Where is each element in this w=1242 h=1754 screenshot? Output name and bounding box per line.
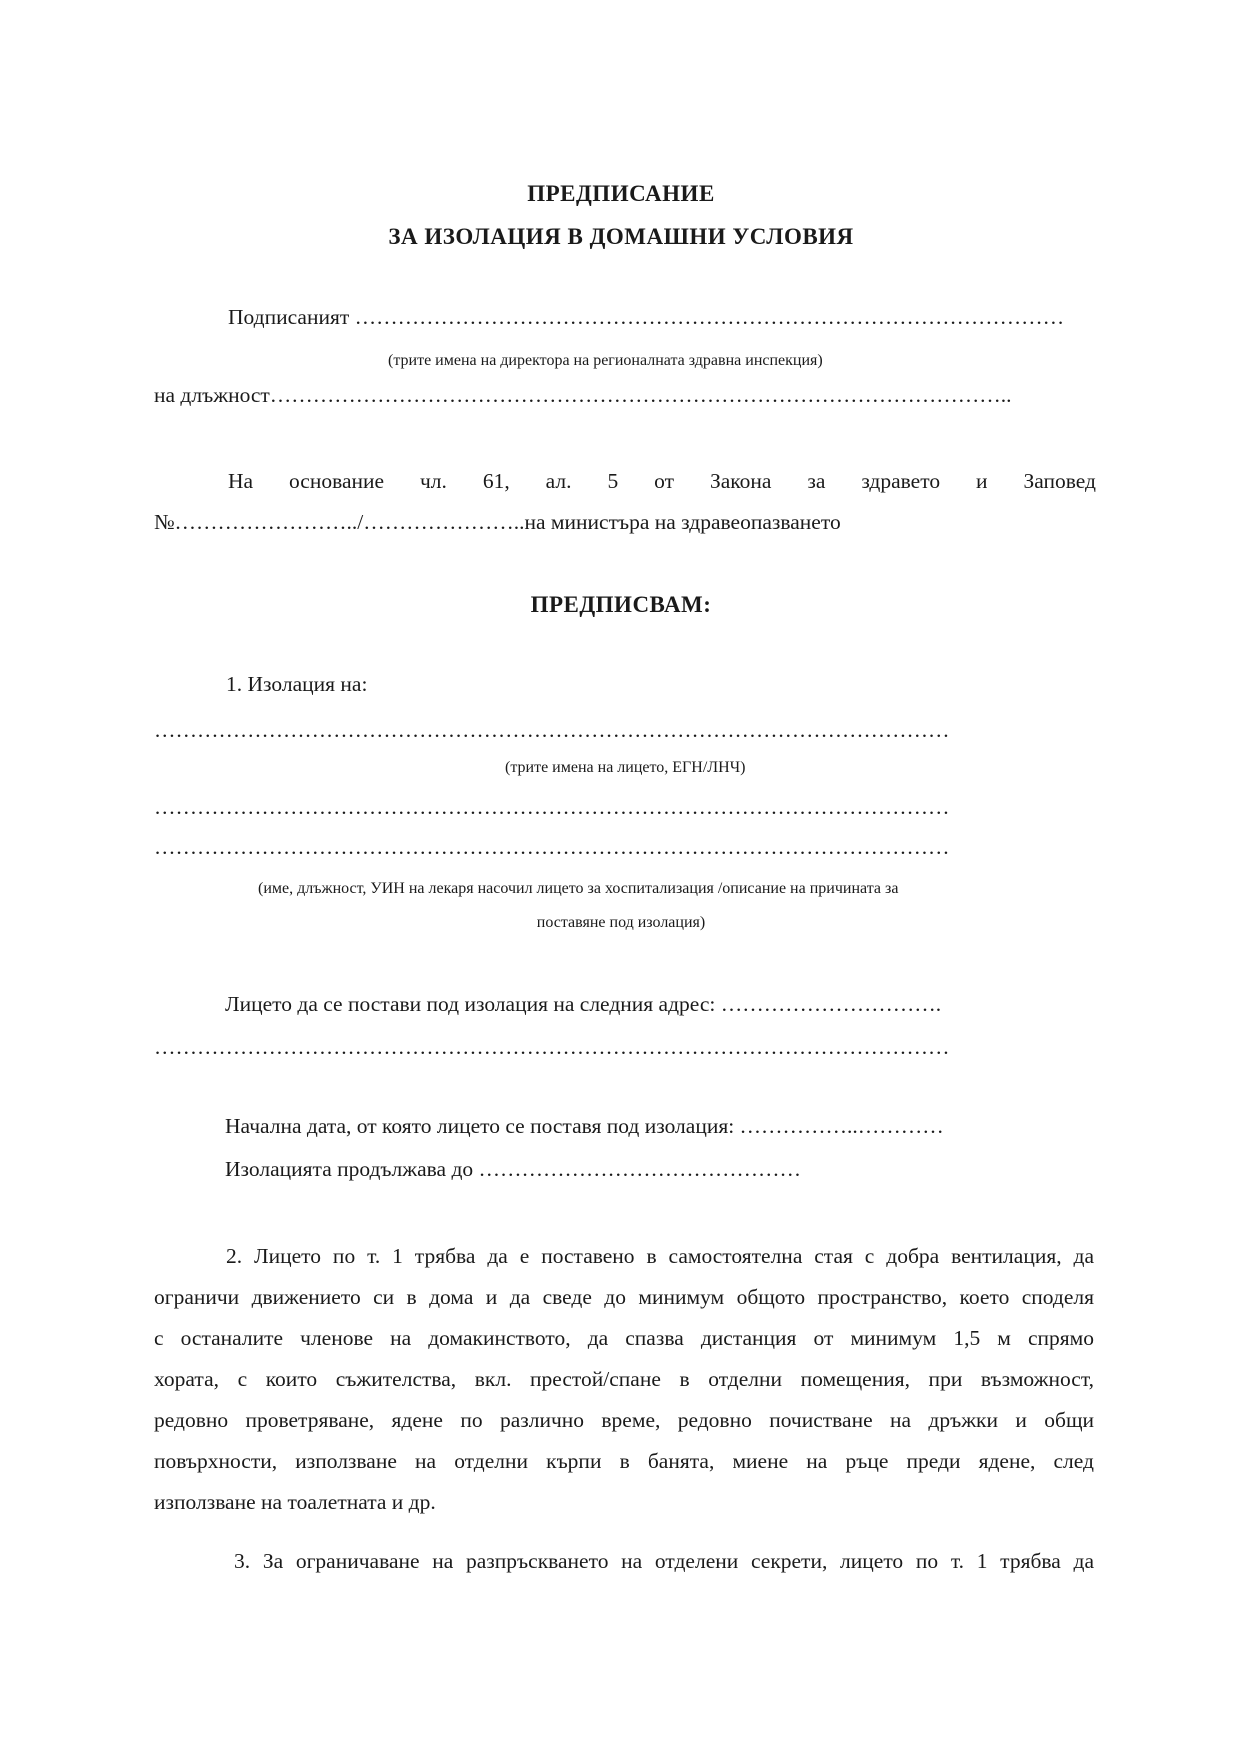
- basis-line-2: №……………………../…………………..на министъра на здравеопазването: [154, 510, 841, 534]
- doctor-dots-2: …………………………………………………………………………………………………: [154, 835, 950, 859]
- doctor-hint-line-1: (име, длъжност, УИН на лекаря насочил лицето за хоспитализация /описание на причината за: [258, 880, 899, 897]
- paragraph-2-line: с останалите членове на домакинството, да спазва дистанция от минимум 1,5 м спрямо: [154, 1326, 1094, 1350]
- isolation-item-label: 1. Изолация на:: [226, 672, 368, 696]
- paragraph-2-line: ограничи движението си в дома и да сведе до минимум общото пространство, което споделя: [154, 1285, 1094, 1309]
- position-line: на длъжност…………………………………………………………………………………………..: [154, 383, 1012, 407]
- address-dots: …………………………………………………………………………………………………: [154, 1035, 950, 1059]
- paragraph-2-line: повърхности, използване на отделни кърпи в банята, миене на ръце преди ядене, след: [154, 1449, 1094, 1473]
- person-dots: …………………………………………………………………………………………………: [154, 718, 950, 742]
- paragraph-3-line: 3. За ограничаване на разпръскването на отделени секрети, лицето по т. 1 трябва да: [234, 1549, 1094, 1573]
- doctor-hint-line-2: поставяне под изолация): [536, 914, 706, 931]
- paragraph-2-line: 2. Лицето по т. 1 трябва да е поставено в самостоятелна стая с добра вентилация, да: [226, 1244, 1094, 1268]
- document-subtitle: ЗА ИЗОЛАЦИЯ В ДОМАШНИ УСЛОВИЯ: [388, 224, 854, 249]
- end-date-line: Изолацията продължава до ………………………………………: [225, 1157, 802, 1181]
- address-line: Лицето да се постави под изолация на следния адрес: ………………………….: [225, 992, 942, 1016]
- person-hint: (трите имена на лицето, ЕГН/ЛНЧ): [505, 759, 746, 776]
- paragraph-2-line: редовно проветряване, ядене по различно време, редовно почистване на дръжки и общи: [154, 1408, 1094, 1432]
- doctor-dots-1: …………………………………………………………………………………………………: [154, 795, 950, 819]
- order-heading: ПРЕДПИСВАМ:: [530, 592, 712, 617]
- start-date-line: Начална дата, от която лицето се поставя под изолация: ……………..…………: [225, 1114, 944, 1138]
- signatory-line: Подписаният ………………………………………………………………………………………: [228, 305, 1065, 329]
- signatory-hint: (трите имена на директора на регионалната здравна инспекция): [388, 352, 823, 369]
- document-title: ПРЕДПИСАНИЕ: [527, 181, 715, 206]
- paragraph-2-line: използване на тоалетната и др.: [154, 1490, 436, 1514]
- paragraph-2-line: хората, с които съжителства, вкл. престой/спане в отделни помещения, при възможност,: [154, 1367, 1094, 1391]
- basis-line-1: На основание чл. 61, ал. 5 от Закона за здравето и Заповед: [228, 469, 1096, 493]
